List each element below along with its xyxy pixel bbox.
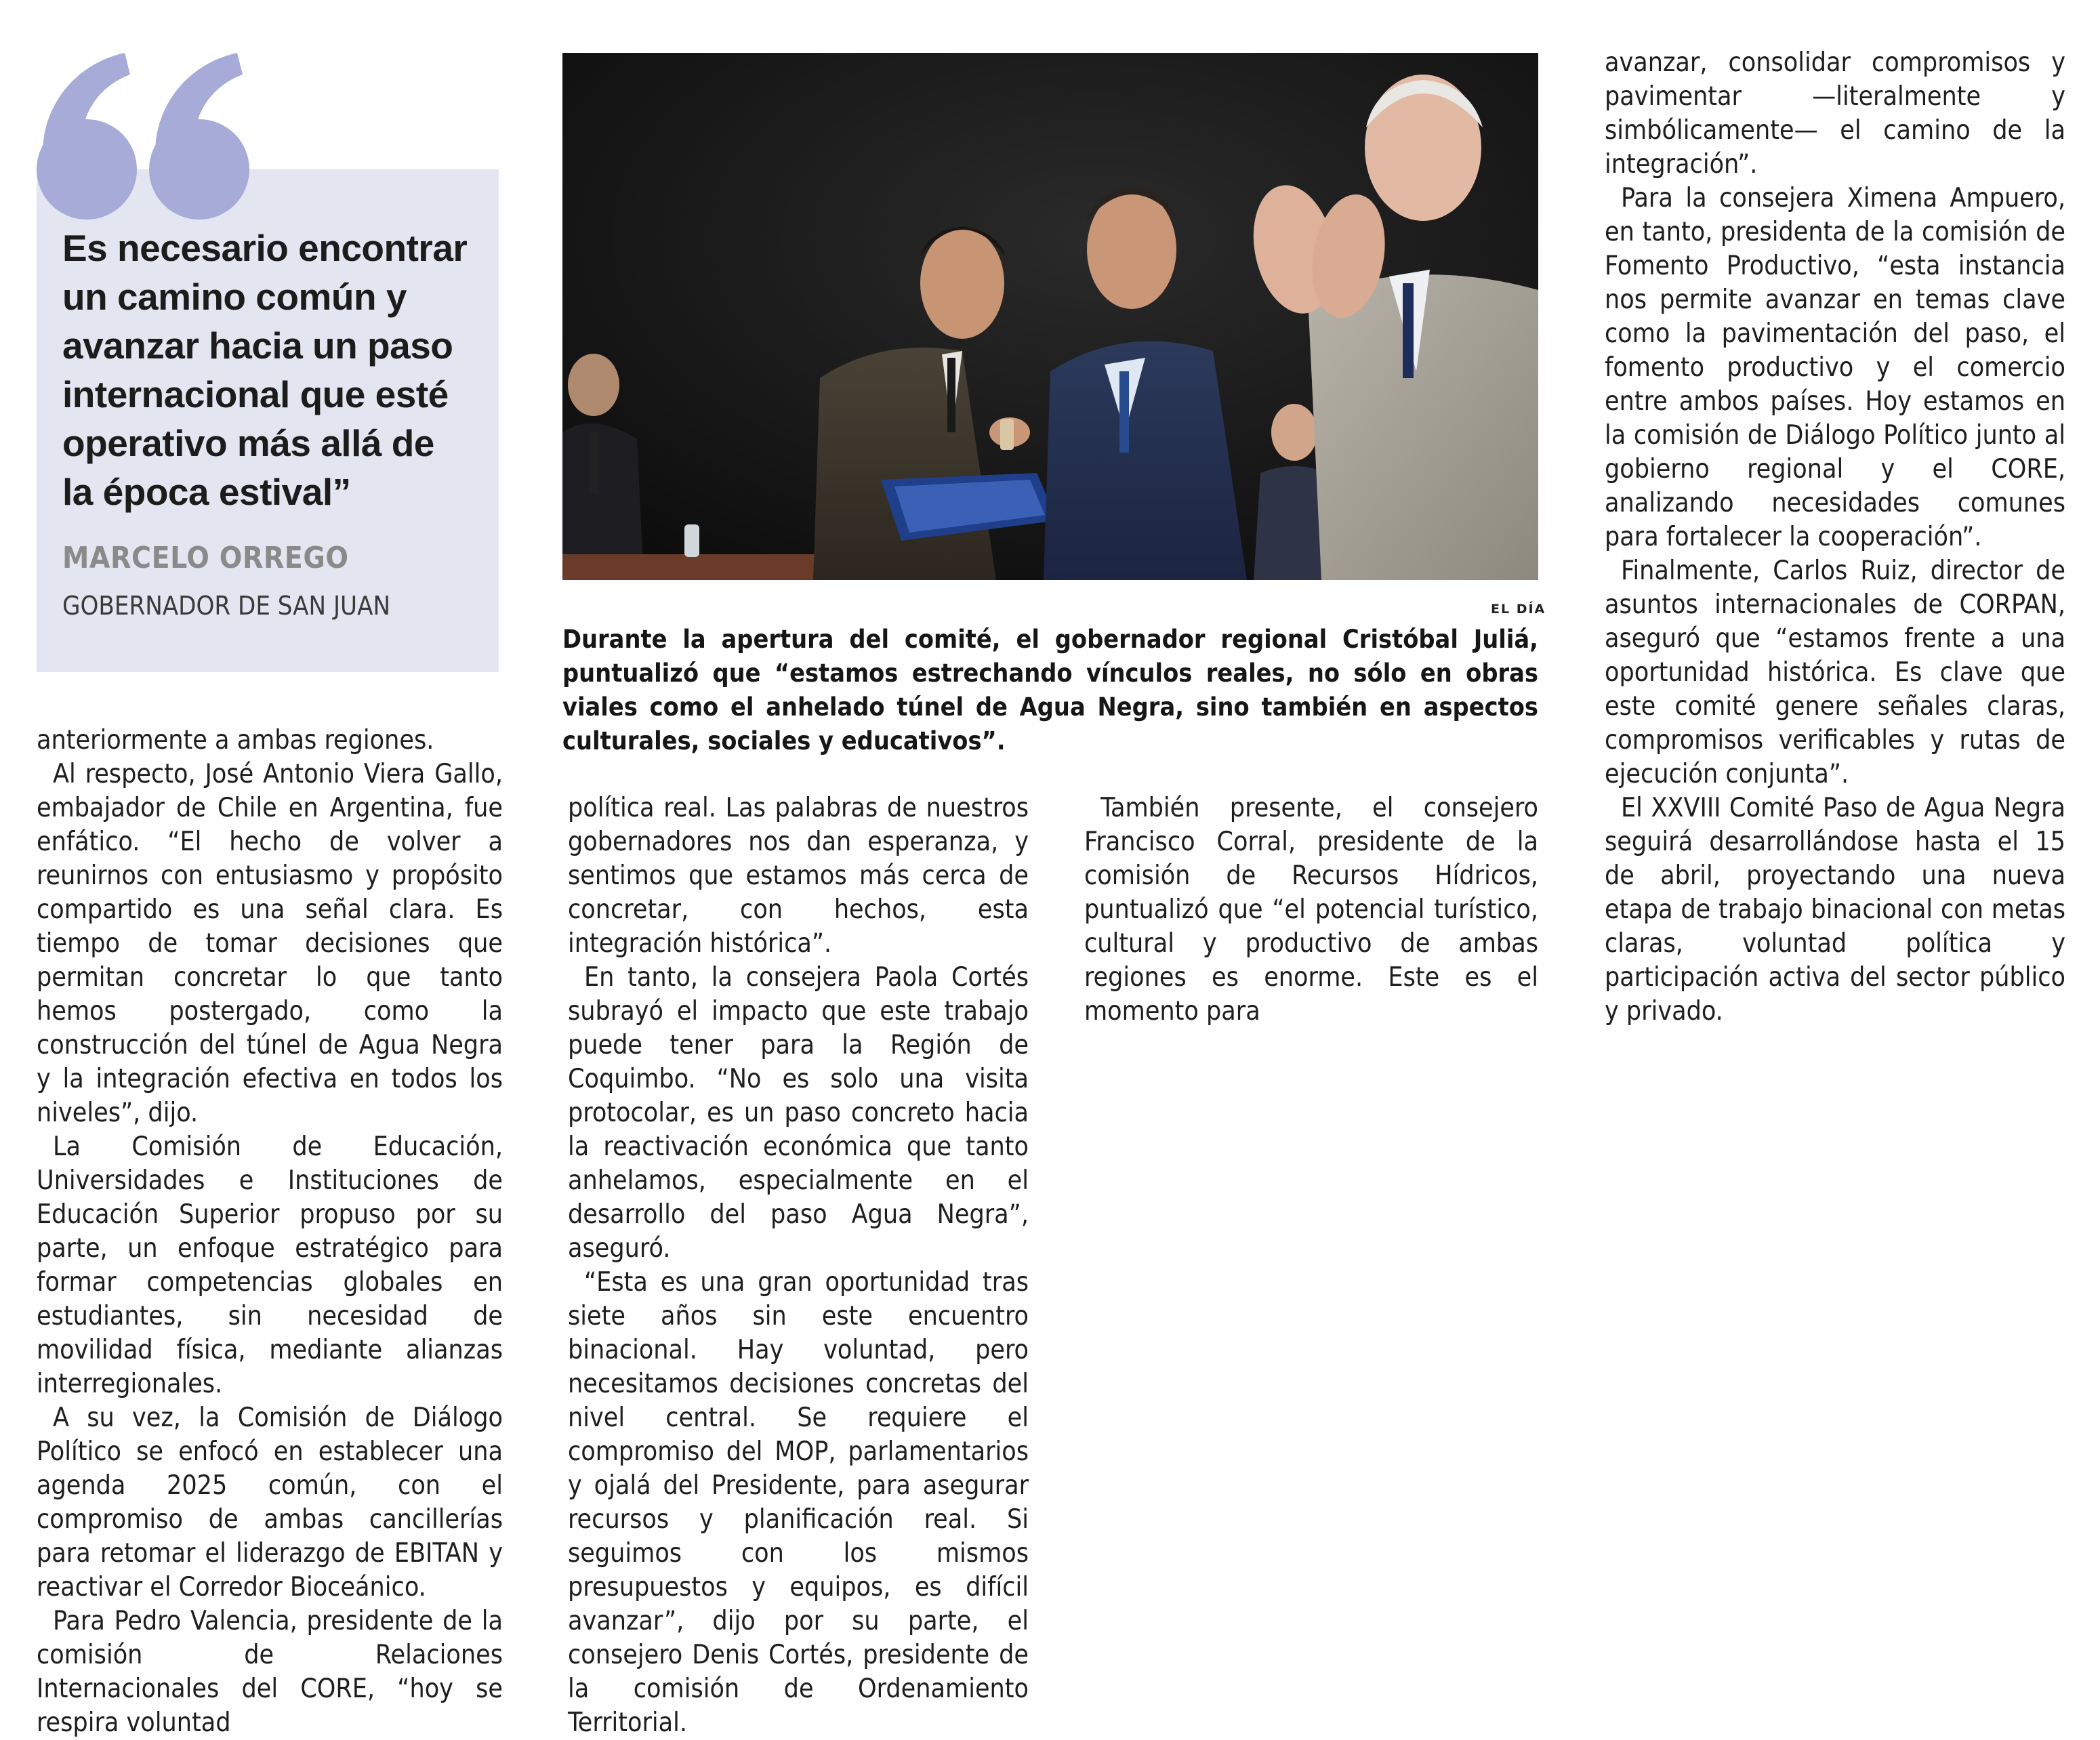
- paragraph: “Esta es una gran oportunidad tras siete años sin este encuentro binacional. Hay voluntad, pero necesitamos decisiones concretas del nivel central. Se requiere el compromiso del MOP, parlamentarios y ojalá del Presidente, para asegurar recursos y planificación real. Si seguimos con los mismos presupuestos y equipos, es difícil avanzar”, dijo por su parte, el consejero Denis Cortés, presidente de la comisión de Ordenamiento Territorial.: [568, 1267, 1029, 1738]
- paragraph: Para la consejera Ximena Ampuero, en tanto, presidenta de la comisión de Fomento Productivo, “esta instancia nos permite avanzar en temas clave como la pavimentación del paso, el fomento productivo y el comercio entre ambos países. Hoy estamos en la comisión de Diálogo Político junto al gobierno regional y el CORE, analizando necesidades comunes para fortalecer la cooperación”.: [1605, 183, 2065, 552]
- quote-line: Es necesario encontrar: [62, 227, 468, 269]
- paragraph: avanzar, consolidar compromisos y pavimentar —literalmente y simbólicamente— el camino de la integración”.: [1605, 47, 2065, 180]
- quote-author: MARCELO ORREGO: [62, 541, 349, 575]
- pull-quote-text: [62, 224, 482, 516]
- ceremony-photo-illustration: [562, 53, 1538, 580]
- column-4: [1605, 46, 2065, 1029]
- opening-quote-icon: [24, 47, 255, 224]
- photo-caption: Durante la apertura del comité, el gobernador regional Cristóbal Juliá, puntualizó que “estamos estrechando vínculos reales, no sólo en obras viales como el anhelado túnel de Agua Negra, sino también en aspectos culturales, sociales y educativos”.: [562, 624, 1538, 755]
- paragraph: anteriormente a ambas regiones.: [37, 725, 434, 755]
- paragraph: En tanto, la consejera Paola Cortés subrayó el impacto que este trabajo puede tener para la Región de Coquimbo. “No es solo una visita protocolar, es un paso concreto hacia la reactivación económica que tanto anhelamos, especialmente en el desarrollo del paso Agua Negra”, aseguró.: [568, 962, 1029, 1264]
- column-2: [568, 791, 1029, 1740]
- quote-line: la época estival”: [62, 471, 351, 513]
- quote-line: avanzar hacia un paso: [62, 325, 453, 367]
- paragraph: política real. Las palabras de nuestros gobernadores nos dan esperanza, y sentimos que estamos más cerca de concretar, con hechos, esta integración histórica”.: [568, 793, 1029, 959]
- column-1-lead: [37, 724, 503, 758]
- paragraph: El XXVIII Comité Paso de Agua Negra seguirá desarrollándose hasta el 15 de abril, proyectando una nueva etapa de trabajo binacional con metas claras, voluntad política y participación activa del sector público y privado.: [1605, 793, 2065, 1027]
- quote-line: operativo más allá de: [62, 422, 434, 464]
- paragraph: A su vez, la Comisión de Diálogo Político se enfocó en establecer una agenda 2025 común, con el compromiso de ambas cancillerías para retomar el liderazgo de EBITAN y reactivar el Corredor Bioceánico.: [37, 1403, 503, 1602]
- paragraph: Finalmente, Carlos Ruiz, director de asuntos internacionales de CORPAN, aseguró que “estamos frente a una oportunidad histórica. Es clave que este comité genere señales claras, compromisos verificables y rutas de ejecución conjunta”.: [1605, 556, 2065, 789]
- news-photo: [562, 53, 1538, 580]
- quote-line: internacional que esté: [62, 373, 449, 415]
- quote-author-role: GOBERNADOR DE SAN JUAN: [62, 591, 391, 621]
- column-1: [37, 758, 503, 1740]
- paragraph: La Comisión de Educación, Universidades e Instituciones de Educación Superior propuso por su parte, un enfoque estratégico para formar competencias globales en estudiantes, sin necesidad de movilidad física, mediante alianzas interregionales.: [37, 1132, 503, 1399]
- column-3: [1084, 791, 1538, 1029]
- quote-line: un camino común y: [62, 276, 407, 318]
- paragraph: Para Pedro Valencia, presidente de la comisión de Relaciones Internacionales del CORE, “hoy se respira voluntad: [37, 1606, 503, 1738]
- paragraph: Al respecto, José Antonio Viera Gallo, embajador de Chile en Argentina, fue enfático. “El hecho de volver a reunirnos con entusiasmo y propósito compartido es una señal clara. Es tiempo de tomar decisiones que permitan concretar lo que tanto hemos postergado, como la construcción del túnel de Agua Negra y la integración efectiva en todos los niveles”, dijo.: [37, 759, 503, 1128]
- photo-credit: EL DÍA: [1491, 602, 1546, 617]
- paragraph: También presente, el consejero Francisco Corral, presidente de la comisión de Recursos Hídricos, puntualizó que “el potencial turístico, cultural y productivo de ambas regiones es enorme. Este es el momento para: [1084, 793, 1538, 1027]
